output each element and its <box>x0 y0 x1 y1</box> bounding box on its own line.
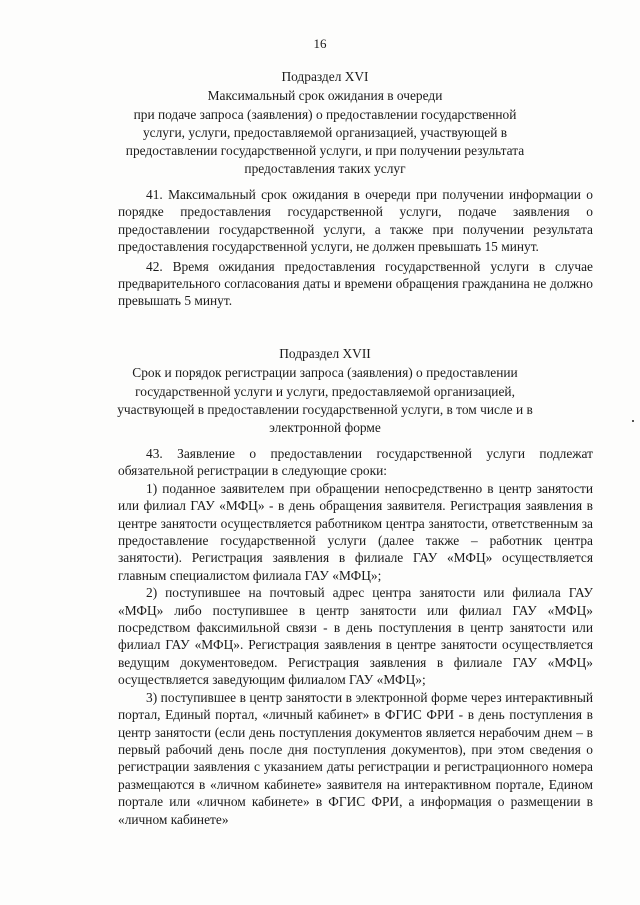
section-title-line: Срок и порядок регистрации запроса (заявления) о предоставлении <box>132 365 518 381</box>
section-title-line: услуги, услуги, предоставляемой организацией, участвующей в <box>142 124 508 140</box>
section-title-line: предоставлении государственной услуги, и при получении результата <box>125 143 525 159</box>
section-body-17 <box>118 445 593 828</box>
list-item-2: 2) поступившее на почтовый адрес центра занятости или филиала ГАУ «МФЦ» либо поступившее в центр занятости или филиал ГАУ «МФЦ» посредством факсимильной связи - в день поступления в центр занятости или филиал ГАУ «МФЦ». Регистрация заявления в центре занятости осуществляется ведущим документоведом. Регистрация заявления в филиале ГАУ «МФЦ» осуществляется заведующим филиалом ГАУ «МФЦ»; <box>118 585 593 688</box>
section-title-line: при подаче запроса (заявления) о предоставлении государственной <box>133 106 517 122</box>
paragraph-43: 43. Заявление о предоставлении государственной услуги подлежат обязательной регистрации в следующие сроки: <box>118 446 593 479</box>
section-title-line: предоставления таких услуг <box>244 161 406 177</box>
paragraph-42: 42. Время ожидания предоставления государственной услуги в случае предварительного согласования даты и времени обращения гражданина не должно превышать 5 минут. <box>118 258 593 309</box>
section-subtitle: Подраздел XVI <box>281 69 369 84</box>
list-item-1: 1) поданное заявителем при обращении непосредственно в центр занятости или филиал ГАУ «МФЦ» - в день обращения заявителя. Регистрация заявления в центре занятости осуществляется работником центра занятости, ответственным за предоставление государственной услуги (далее также – работник центра занятости). Регистрация заявления в филиале ГАУ «МФЦ» осуществляется главным специалистом филиала ГАУ «МФЦ»; <box>118 480 593 583</box>
section-title-line: электронной форме <box>269 420 381 436</box>
section-title-line: государственной услуги и услуги, предоставляемой организацией, <box>135 383 515 399</box>
paragraph-41: 41. Максимальный срок ожидания в очереди при получении информации о порядке предоставления государственной услуги, подаче заявления о предоставлении государственной услуги, а также при получении результата предоставления государственной услуги, не должен превышать 15 минут. <box>118 187 593 255</box>
section-heading-16 <box>105 68 545 179</box>
section-subtitle: Подраздел XVII <box>279 346 371 361</box>
section-heading-17 <box>105 345 545 437</box>
section-title-line: Максимальный срок ожидания в очереди <box>207 88 443 104</box>
section-body-16 <box>118 186 593 310</box>
margin-mark <box>632 420 634 422</box>
section-title-line: участвующей в предоставлении государственной услуги, в том числе и в <box>117 401 533 417</box>
page-number: 16 <box>313 36 327 51</box>
list-item-3: 3) поступившее в центр занятости в электронной форме через интерактивный портал, Единый портал, «личный кабинет» в ФГИС ФРИ - в день поступления в центр занятости (если день поступления документов является нерабочим днем – в первый рабочий день после дня поступления документов), при этом сведения о регистрации заявления с указанием даты регистрации и регистрационного номера размещаются в «личном кабинете» заявителя на интерактивном портале, Едином портале или «личном кабинете» в ФГИС ФРИ, а информация о размещении в «личном кабинете» <box>118 689 593 827</box>
